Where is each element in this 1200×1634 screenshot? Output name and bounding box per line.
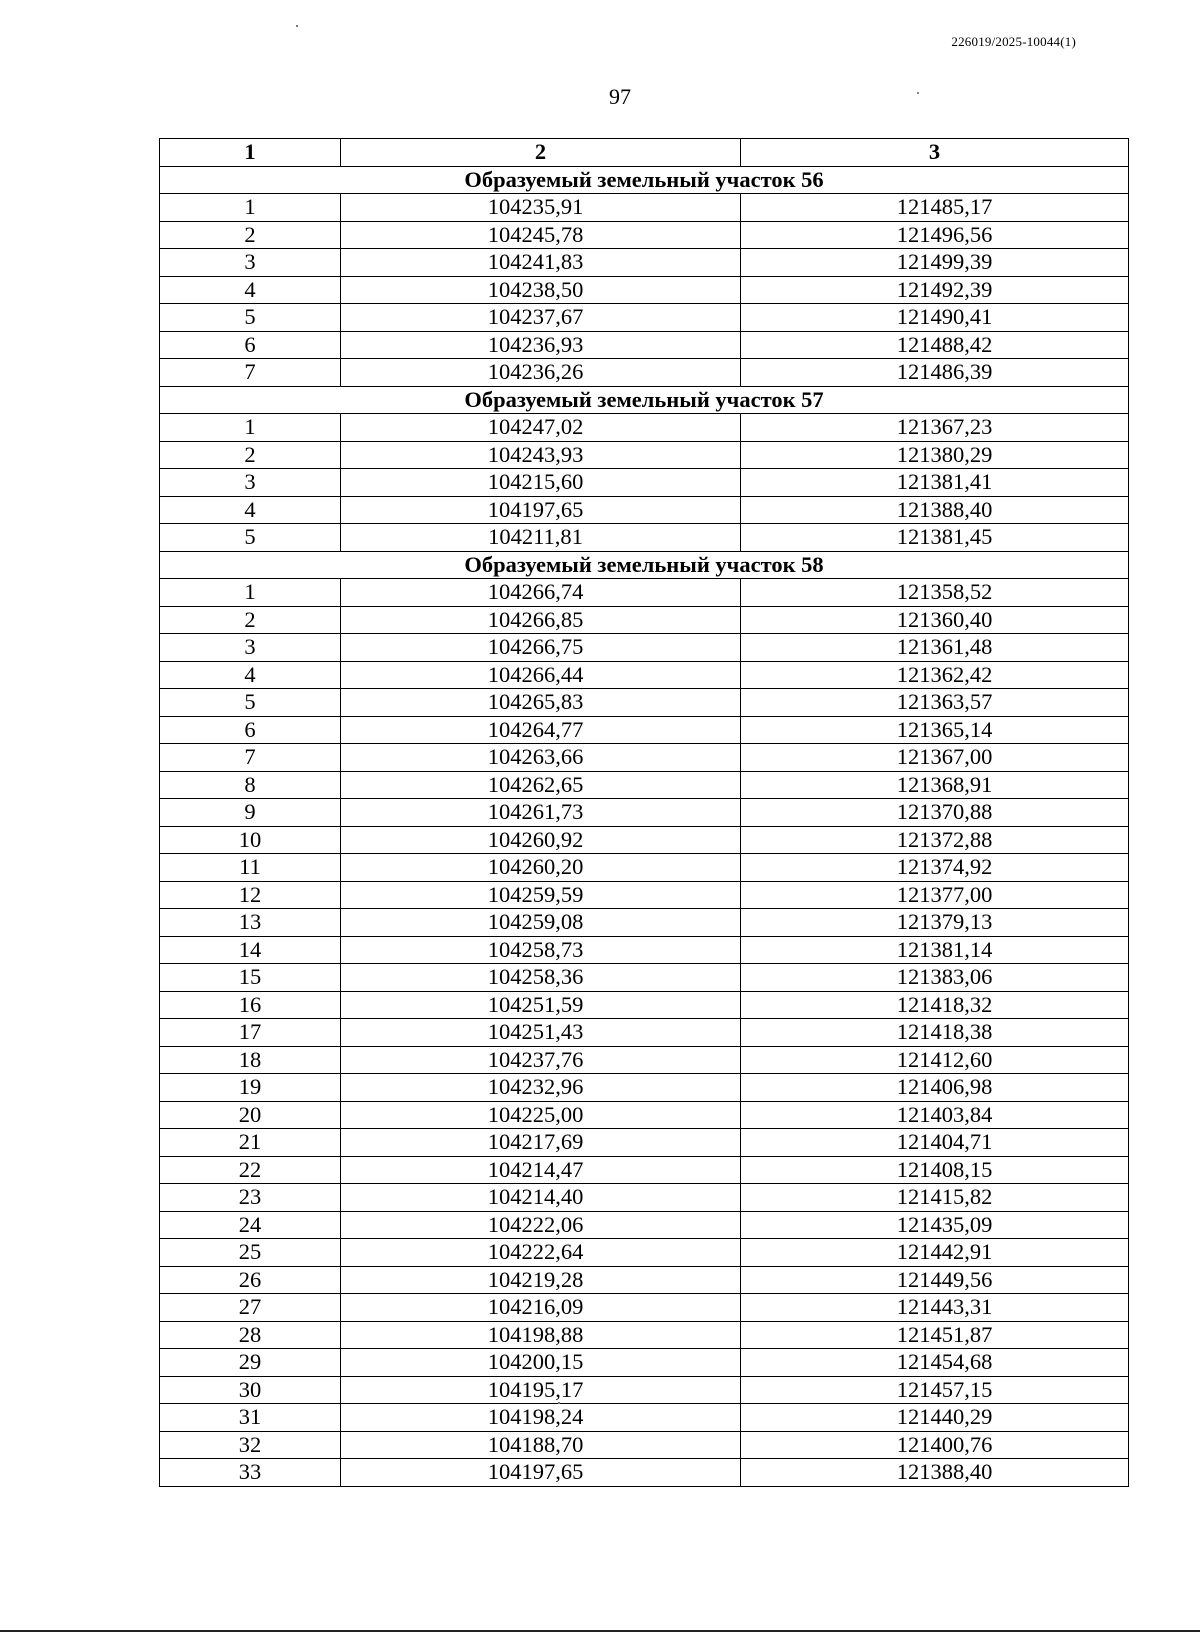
x-coordinate-cell: 104251,43 (341, 1019, 741, 1047)
y-coordinate-cell: 121367,00 (741, 744, 1129, 772)
y-coordinate-cell: 121440,29 (741, 1404, 1129, 1432)
point-number-cell: 22 (160, 1156, 341, 1184)
x-coordinate-cell: 104266,85 (341, 606, 741, 634)
x-coordinate-cell: 104197,65 (341, 1459, 741, 1487)
table-row (160, 909, 1129, 937)
point-number-cell: 3 (160, 634, 341, 662)
table-row (160, 1321, 1129, 1349)
x-coordinate-cell: 104265,83 (341, 689, 741, 717)
x-coordinate-cell: 104247,02 (341, 414, 741, 442)
point-number-cell: 8 (160, 771, 341, 799)
x-coordinate-cell: 104260,92 (341, 826, 741, 854)
x-coordinate-cell: 104197,65 (341, 496, 741, 524)
point-number-cell: 23 (160, 1184, 341, 1212)
table-row (160, 496, 1129, 524)
column-header-y: 3 (741, 139, 1129, 167)
table-row (160, 304, 1129, 332)
x-coordinate-cell: 104214,40 (341, 1184, 741, 1212)
x-coordinate-cell: 104251,59 (341, 991, 741, 1019)
y-coordinate-cell: 121388,40 (741, 496, 1129, 524)
x-coordinate-cell: 104211,81 (341, 524, 741, 552)
y-coordinate-cell: 121381,41 (741, 469, 1129, 497)
x-coordinate-cell: 104200,15 (341, 1349, 741, 1377)
y-coordinate-cell: 121374,92 (741, 854, 1129, 882)
table-row (160, 1459, 1129, 1487)
point-number-cell: 25 (160, 1239, 341, 1267)
point-number-cell: 10 (160, 826, 341, 854)
coordinates-table (159, 138, 1129, 1487)
table-row (160, 881, 1129, 909)
y-coordinate-cell: 121365,14 (741, 716, 1129, 744)
y-coordinate-cell: 121383,06 (741, 964, 1129, 992)
point-number-cell: 11 (160, 854, 341, 882)
table-row (160, 991, 1129, 1019)
y-coordinate-cell: 121377,00 (741, 881, 1129, 909)
y-coordinate-cell: 121492,39 (741, 276, 1129, 304)
table-row (160, 854, 1129, 882)
table-row (160, 249, 1129, 277)
point-number-cell: 18 (160, 1046, 341, 1074)
y-coordinate-cell: 121372,88 (741, 826, 1129, 854)
point-number-cell: 15 (160, 964, 341, 992)
point-number-cell: 29 (160, 1349, 341, 1377)
x-coordinate-cell: 104232,96 (341, 1074, 741, 1102)
x-coordinate-cell: 104258,36 (341, 964, 741, 992)
x-coordinate-cell: 104198,88 (341, 1321, 741, 1349)
y-coordinate-cell: 121488,42 (741, 331, 1129, 359)
y-coordinate-cell: 121449,56 (741, 1266, 1129, 1294)
x-coordinate-cell: 104216,09 (341, 1294, 741, 1322)
point-number-cell: 1 (160, 414, 341, 442)
section-title-row (160, 386, 1129, 414)
section-title: Образуемый земельный участок 56 (160, 166, 1129, 194)
point-number-cell: 30 (160, 1376, 341, 1404)
column-header-point-number: 1 (160, 139, 341, 167)
x-coordinate-cell: 104266,74 (341, 579, 741, 607)
table-row (160, 771, 1129, 799)
table-row (160, 1156, 1129, 1184)
x-coordinate-cell: 104215,60 (341, 469, 741, 497)
x-coordinate-cell: 104237,67 (341, 304, 741, 332)
point-number-cell: 7 (160, 744, 341, 772)
table-row (160, 1349, 1129, 1377)
y-coordinate-cell: 121435,09 (741, 1211, 1129, 1239)
y-coordinate-cell: 121362,42 (741, 661, 1129, 689)
table-row (160, 1294, 1129, 1322)
y-coordinate-cell: 121380,29 (741, 441, 1129, 469)
table-row (160, 414, 1129, 442)
table-row (160, 359, 1129, 387)
table-row (160, 936, 1129, 964)
y-coordinate-cell: 121367,23 (741, 414, 1129, 442)
table-row (160, 716, 1129, 744)
scan-speck (917, 92, 919, 94)
table-row (160, 606, 1129, 634)
y-coordinate-cell: 121442,91 (741, 1239, 1129, 1267)
y-coordinate-cell: 121415,82 (741, 1184, 1129, 1212)
table-header-row (160, 139, 1129, 167)
point-number-cell: 4 (160, 496, 341, 524)
point-number-cell: 20 (160, 1101, 341, 1129)
y-coordinate-cell: 121368,91 (741, 771, 1129, 799)
x-coordinate-cell: 104266,44 (341, 661, 741, 689)
y-coordinate-cell: 121418,38 (741, 1019, 1129, 1047)
y-coordinate-cell: 121486,39 (741, 359, 1129, 387)
table-row (160, 826, 1129, 854)
y-coordinate-cell: 121485,17 (741, 194, 1129, 222)
point-number-cell: 6 (160, 716, 341, 744)
table-body (160, 166, 1129, 1486)
y-coordinate-cell: 121408,15 (741, 1156, 1129, 1184)
y-coordinate-cell: 121404,71 (741, 1129, 1129, 1157)
point-number-cell: 13 (160, 909, 341, 937)
y-coordinate-cell: 121400,76 (741, 1431, 1129, 1459)
table-row (160, 1019, 1129, 1047)
point-number-cell: 5 (160, 689, 341, 717)
x-coordinate-cell: 104236,26 (341, 359, 741, 387)
section-title-row (160, 166, 1129, 194)
point-number-cell: 17 (160, 1019, 341, 1047)
section-title-row (160, 551, 1129, 579)
x-coordinate-cell: 104262,65 (341, 771, 741, 799)
point-number-cell: 3 (160, 249, 341, 277)
point-number-cell: 16 (160, 991, 341, 1019)
x-coordinate-cell: 104195,17 (341, 1376, 741, 1404)
x-coordinate-cell: 104222,64 (341, 1239, 741, 1267)
x-coordinate-cell: 104235,91 (341, 194, 741, 222)
table-row (160, 524, 1129, 552)
table-row (160, 964, 1129, 992)
table-row (160, 661, 1129, 689)
x-coordinate-cell: 104241,83 (341, 249, 741, 277)
point-number-cell: 21 (160, 1129, 341, 1157)
point-number-cell: 1 (160, 579, 341, 607)
document-registration-number: 226019/2025-10044(1) (951, 34, 1076, 49)
x-coordinate-cell: 104188,70 (341, 1431, 741, 1459)
point-number-cell: 2 (160, 221, 341, 249)
point-number-cell: 26 (160, 1266, 341, 1294)
point-number-cell: 14 (160, 936, 341, 964)
table-row (160, 799, 1129, 827)
y-coordinate-cell: 121363,57 (741, 689, 1129, 717)
x-coordinate-cell: 104198,24 (341, 1404, 741, 1432)
table-row (160, 689, 1129, 717)
table-row (160, 1239, 1129, 1267)
y-coordinate-cell: 121443,31 (741, 1294, 1129, 1322)
x-coordinate-cell: 104259,08 (341, 909, 741, 937)
y-coordinate-cell: 121496,56 (741, 221, 1129, 249)
y-coordinate-cell: 121490,41 (741, 304, 1129, 332)
y-coordinate-cell: 121406,98 (741, 1074, 1129, 1102)
point-number-cell: 31 (160, 1404, 341, 1432)
point-number-cell: 19 (160, 1074, 341, 1102)
page-number: 97 (609, 84, 631, 109)
column-header-x: 2 (341, 139, 741, 167)
x-coordinate-cell: 104219,28 (341, 1266, 741, 1294)
table-row (160, 276, 1129, 304)
table-row (160, 1266, 1129, 1294)
section-title: Образуемый земельный участок 57 (160, 386, 1129, 414)
x-coordinate-cell: 104222,06 (341, 1211, 741, 1239)
y-coordinate-cell: 121388,40 (741, 1459, 1129, 1487)
point-number-cell: 5 (160, 524, 341, 552)
point-number-cell: 33 (160, 1459, 341, 1487)
x-coordinate-cell: 104217,69 (341, 1129, 741, 1157)
y-coordinate-cell: 121360,40 (741, 606, 1129, 634)
table-row (160, 634, 1129, 662)
table-row (160, 1376, 1129, 1404)
y-coordinate-cell: 121418,32 (741, 991, 1129, 1019)
scan-border-line (0, 1630, 1200, 1632)
x-coordinate-cell: 104237,76 (341, 1046, 741, 1074)
point-number-cell: 3 (160, 469, 341, 497)
x-coordinate-cell: 104260,20 (341, 854, 741, 882)
y-coordinate-cell: 121454,68 (741, 1349, 1129, 1377)
point-number-cell: 28 (160, 1321, 341, 1349)
y-coordinate-cell: 121457,15 (741, 1376, 1129, 1404)
scan-speck (558, 1402, 560, 1404)
table-row (160, 1211, 1129, 1239)
point-number-cell: 9 (160, 799, 341, 827)
table-row (160, 1074, 1129, 1102)
point-number-cell: 4 (160, 276, 341, 304)
y-coordinate-cell: 121379,13 (741, 909, 1129, 937)
point-number-cell: 1 (160, 194, 341, 222)
table-row (160, 1431, 1129, 1459)
table-row (160, 441, 1129, 469)
x-coordinate-cell: 104225,00 (341, 1101, 741, 1129)
table-row (160, 331, 1129, 359)
x-coordinate-cell: 104263,66 (341, 744, 741, 772)
point-number-cell: 24 (160, 1211, 341, 1239)
table-row (160, 469, 1129, 497)
x-coordinate-cell: 104266,75 (341, 634, 741, 662)
point-number-cell: 5 (160, 304, 341, 332)
table-row (160, 1101, 1129, 1129)
x-coordinate-cell: 104261,73 (341, 799, 741, 827)
y-coordinate-cell: 121370,88 (741, 799, 1129, 827)
point-number-cell: 32 (160, 1431, 341, 1459)
x-coordinate-cell: 104245,78 (341, 221, 741, 249)
y-coordinate-cell: 121412,60 (741, 1046, 1129, 1074)
x-coordinate-cell: 104258,73 (341, 936, 741, 964)
y-coordinate-cell: 121403,84 (741, 1101, 1129, 1129)
table-row (160, 1184, 1129, 1212)
point-number-cell: 12 (160, 881, 341, 909)
x-coordinate-cell: 104264,77 (341, 716, 741, 744)
point-number-cell: 6 (160, 331, 341, 359)
y-coordinate-cell: 121381,14 (741, 936, 1129, 964)
x-coordinate-cell: 104214,47 (341, 1156, 741, 1184)
point-number-cell: 4 (160, 661, 341, 689)
section-title: Образуемый земельный участок 58 (160, 551, 1129, 579)
x-coordinate-cell: 104259,59 (341, 881, 741, 909)
point-number-cell: 2 (160, 606, 341, 634)
scan-speck (296, 25, 298, 27)
table-row (160, 1404, 1129, 1432)
point-number-cell: 2 (160, 441, 341, 469)
table-row (160, 579, 1129, 607)
table-row (160, 1046, 1129, 1074)
table-row (160, 221, 1129, 249)
point-number-cell: 27 (160, 1294, 341, 1322)
table-row (160, 744, 1129, 772)
table-row (160, 1129, 1129, 1157)
y-coordinate-cell: 121361,48 (741, 634, 1129, 662)
y-coordinate-cell: 121381,45 (741, 524, 1129, 552)
point-number-cell: 7 (160, 359, 341, 387)
y-coordinate-cell: 121358,52 (741, 579, 1129, 607)
x-coordinate-cell: 104243,93 (341, 441, 741, 469)
x-coordinate-cell: 104236,93 (341, 331, 741, 359)
y-coordinate-cell: 121499,39 (741, 249, 1129, 277)
y-coordinate-cell: 121451,87 (741, 1321, 1129, 1349)
x-coordinate-cell: 104238,50 (341, 276, 741, 304)
table-row (160, 194, 1129, 222)
